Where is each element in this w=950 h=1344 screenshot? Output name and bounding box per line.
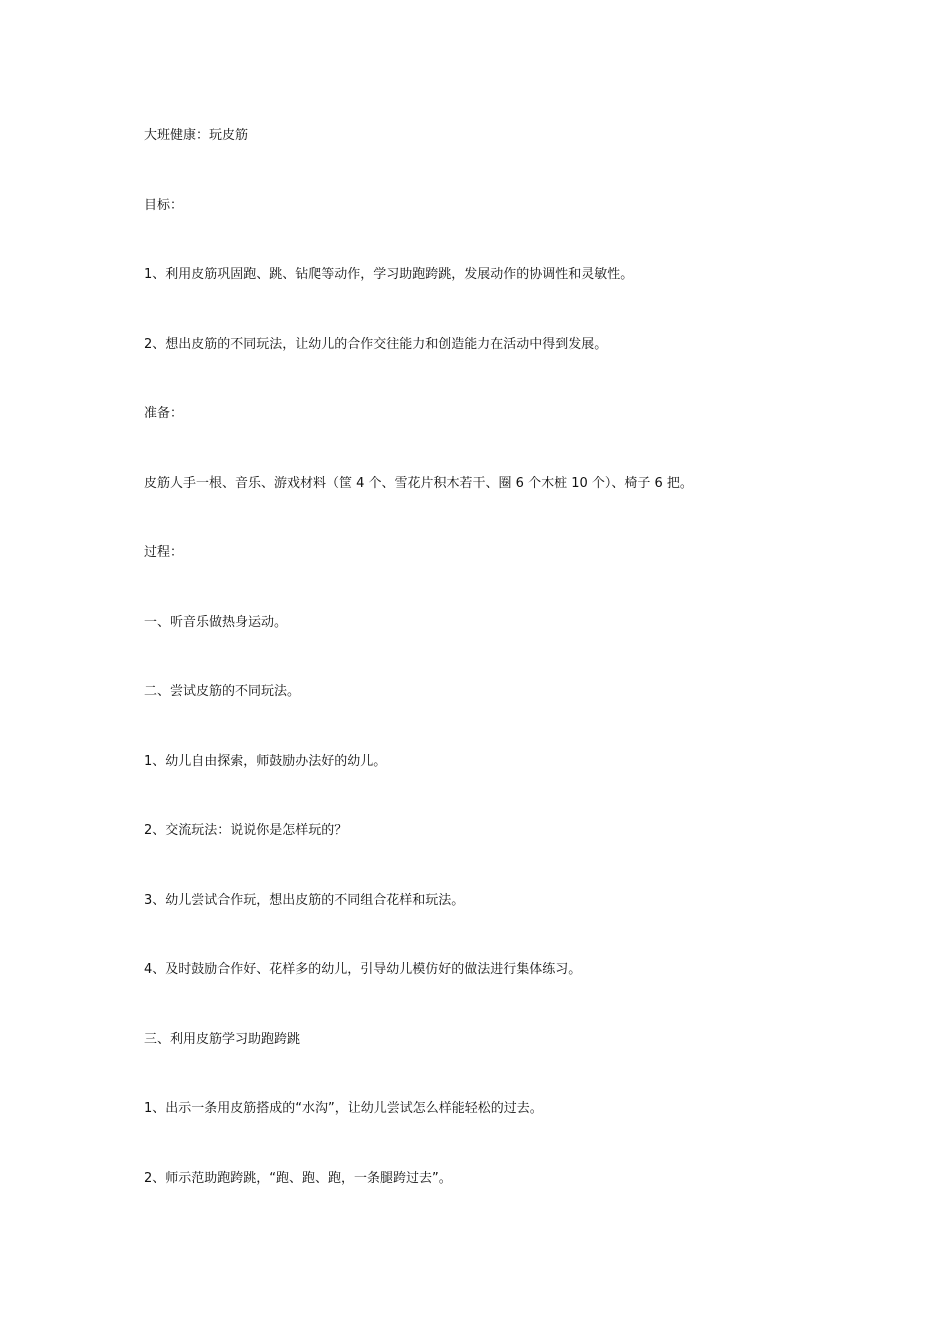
process-step-2: 二、尝试皮筋的不同玩法。	[144, 684, 301, 699]
process-step-2-item-1: 1、幼儿自由探索，师鼓励办法好的幼儿。	[144, 753, 387, 769]
goal-item-1: 1、利用皮筋巩固跑、跳、钻爬等动作，学习助跑跨跳，发展动作的协调性和灵敏性。	[144, 267, 634, 282]
process-step-3-item-2: 2、师示范助跑跨跳，“跑、跑、跑，一条腿跨过去”。	[144, 1170, 452, 1186]
process-step-3: 三、利用皮筋学习助跑跨跳	[144, 1031, 301, 1047]
document-body	[144, 126, 824, 1238]
document-title: 大班健康：玩皮筋	[144, 128, 249, 143]
section-heading-process: 过程：	[144, 545, 184, 560]
section-heading-preparation: 准备：	[144, 406, 184, 421]
process-step-3-item-1: 1、出示一条用皮筋搭成的“水沟”，让幼儿尝试怎么样能轻松的过去。	[144, 1101, 543, 1116]
process-step-2-item-2: 2、交流玩法：说说你是怎样玩的？	[144, 823, 348, 838]
preparation-materials: 皮筋人手一根、音乐、游戏材料（筐 4 个、雪花片积木若干、圈 6 个木桩 10 个）、椅子 6 把。	[144, 475, 693, 491]
process-step-2-item-3: 3、幼儿尝试合作玩，想出皮筋的不同组合花样和玩法。	[144, 892, 465, 908]
goal-item-2: 2、想出皮筋的不同玩法，让幼儿的合作交往能力和创造能力在活动中得到发展。	[144, 336, 608, 352]
section-heading-goals: 目标：	[144, 197, 184, 213]
process-step-2-item-4: 4、及时鼓励合作好、花样多的幼儿，引导幼儿模仿好的做法进行集体练习。	[144, 962, 582, 977]
process-step-1: 一、听音乐做热身运动。	[144, 614, 288, 630]
